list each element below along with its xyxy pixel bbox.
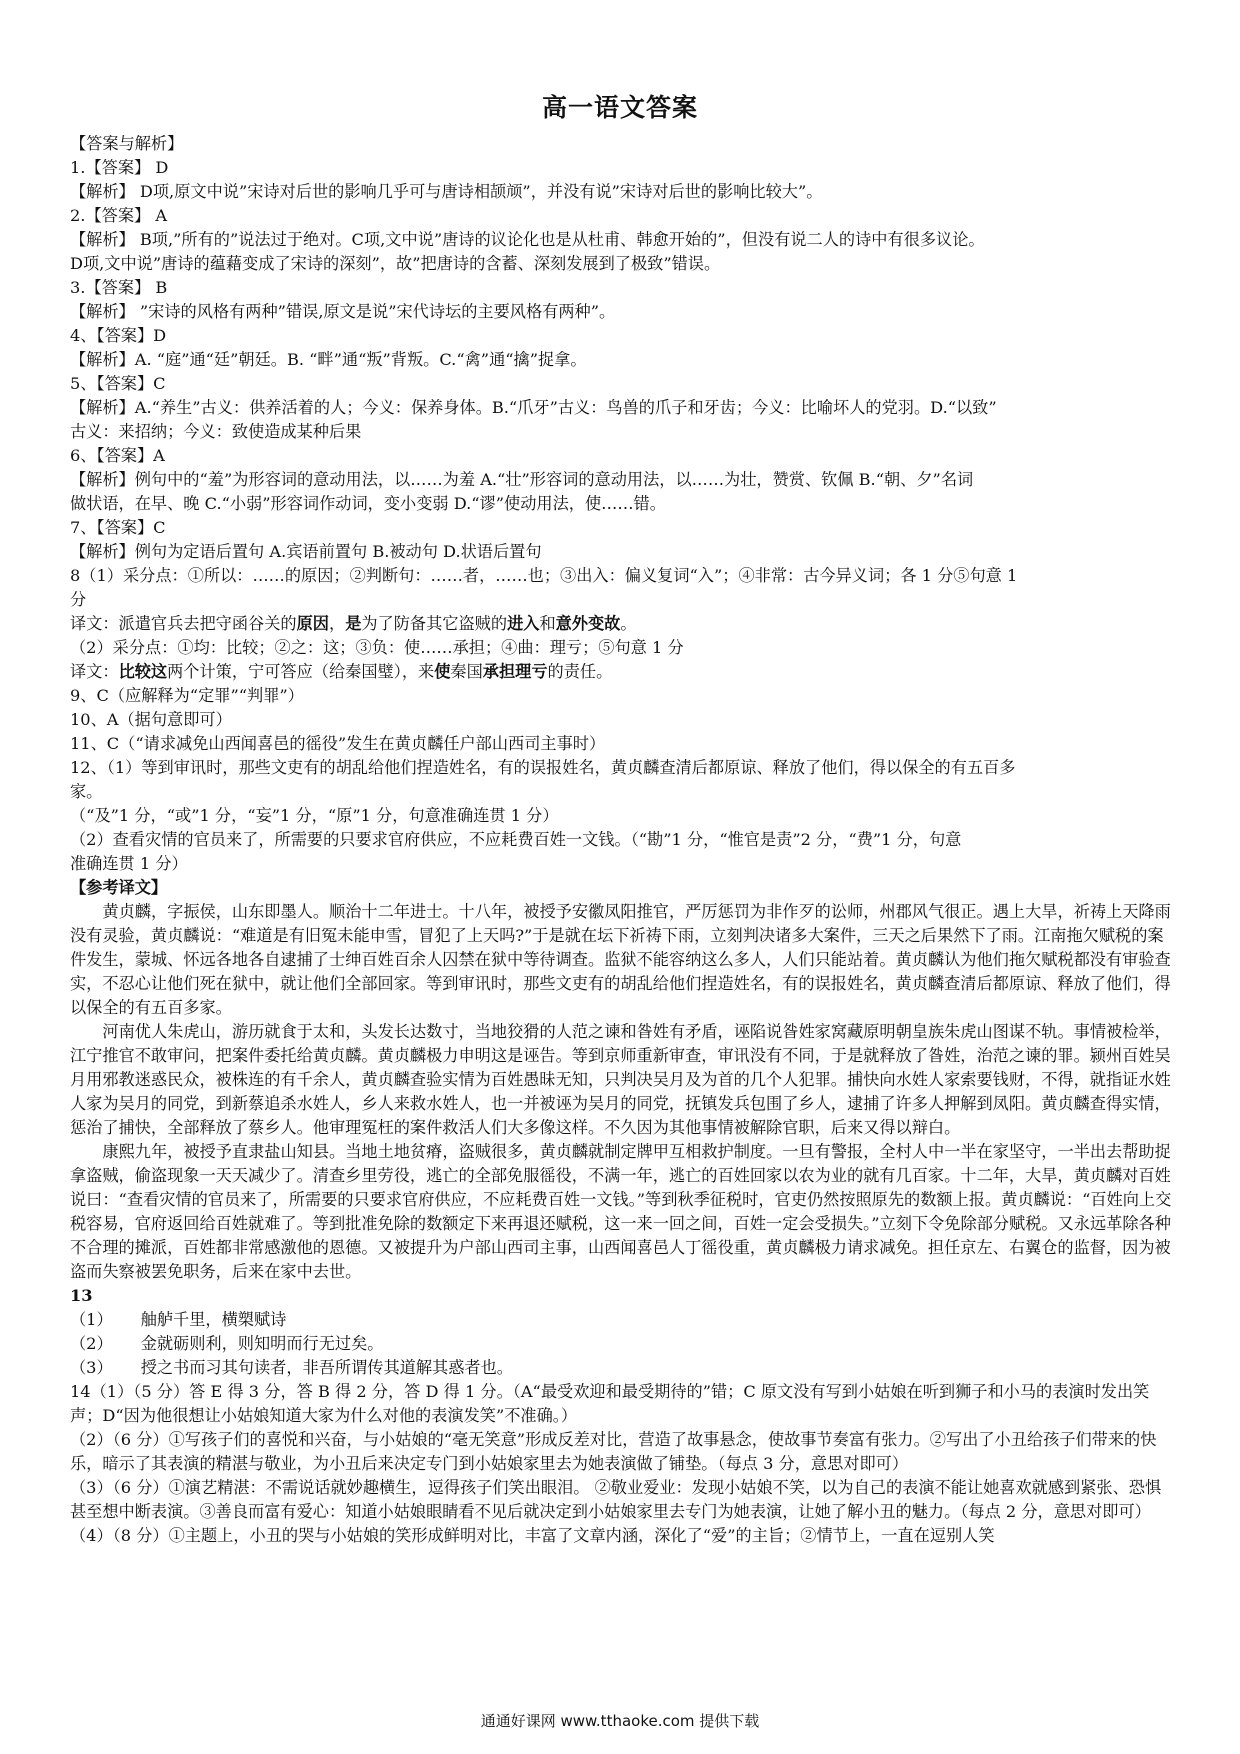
- text-line: 准确连贯 1 分）: [70, 854, 188, 873]
- section-header: 【答案与解析】: [70, 134, 184, 153]
- text-line: （“及”1 分，“或”1 分，“妄”1 分，“原”1 分，句意准确连贯 1 分）: [70, 806, 559, 825]
- translation-text: ，: [329, 614, 346, 633]
- translation-key-term: 比较这: [118, 662, 168, 681]
- question-13-item: （2） 金就砺则利，则知明而行无过矣。: [70, 1334, 384, 1353]
- translation-line-1: [70, 612, 1172, 636]
- translation-text: 译文：派遣官兵去把守函谷关的: [70, 614, 297, 633]
- reference-paragraph: 康熙九年，被授予直隶盐山知县。当地土地贫瘠，盗贼很多，黄贞麟就制定牌甲互相救护制度。一旦有警报，全村人中一半在家坚守，一半出去帮助捉拿盗贼，偷盗现象一天天减少了。清查乡里劳役，逃亡的全部免服徭役，不满一年，逃亡的百姓回家以农为业的就有几百家。十二年，大旱，黄贞麟对百姓说曰：“查看灾情的官员来了，所需要的只要求官府供应，不应耗费百姓一文钱。”等到秋季征税时，官吏仍然按照原先的数额上报。黄贞麟说：“百姓向上交税容易，官府返回给百姓就难了。等到批准免除的数额定下来再退还赋税，这一来一回之间，百姓一定会受损失。”立刻下令免除部分赋税。又永远革除各种不合理的摊派，百姓都非常感激他的恩德。又被提升为户部山西司主事，山西闻喜邑人丁徭役重，黄贞麟极力请求减免。担任京左、右翼仓的监督，因为被盗而失察被罢免职务，后来在家中去世。: [70, 1142, 1172, 1281]
- text-line: 【解析】例句中的“羞”为形容词的意动用法，以……为羞 A.“壮”形容词的意动用法，以……为壮，赞赏、钦佩 B.“朝、夕”名词: [70, 470, 974, 489]
- text-line: 9、C（应解释为“定罪”“判罪”）: [70, 686, 304, 705]
- question-14-paragraph: （3）（6 分）①演艺精湛：不需说话就妙趣横生，逗得孩子们笑出眼泪。 ②敬业爱业：发现小姑娘不笑，以为自己的表演不能让她喜欢就感到紧张、恐惧甚至想中断表演。③善良而富有爱心：知道小姑娘眼睛看不见后就决定到小姑娘家里去专门为她表演，让她了解小丑的魅力。（每点 2 分，意思对即可）: [70, 1478, 1162, 1521]
- question-13-item: （3） 授之书而习其句读者，非吾所谓传其道解其惑者也。: [70, 1358, 513, 1377]
- translation-key-term: 意外变故: [555, 614, 621, 633]
- page-footer: 通通好课网 www.tthaoke.com 提供下载: [480, 1712, 760, 1730]
- question-13-item: （1） 舳舻千里，横槊赋诗: [70, 1310, 287, 1329]
- translation-text: 。: [620, 614, 637, 633]
- text-line: 6、【答案】A: [70, 446, 165, 465]
- text-line: 2.【答案】 A: [70, 206, 168, 225]
- document-title: 高一语文答案: [541, 93, 698, 122]
- text-line: 5、【答案】C: [70, 374, 166, 393]
- text-line: D项,文中说”唐诗的蕴藉变成了宋诗的深刻”，故”把唐诗的含蓄、深刻发展到了极致”错误。: [70, 254, 721, 273]
- translation-text: 秦国: [450, 662, 483, 681]
- text-line: （2）查看灾情的官员来了，所需要的只要求官府供应，不应耗费百姓一文钱。（“勘”1 分，“惟官是责”2 分，“费”1 分，句意: [70, 830, 962, 849]
- text-line: 【解析】A.“养生”古义：供养活着的人；今义：保养身体。B.“爪牙”古义：鸟兽的爪子和牙齿；今义：比喻坏人的党羽。D.“以致”: [70, 398, 997, 417]
- answer-lines-part2: [70, 684, 1172, 876]
- reference-paragraph: 黄贞麟，字振侯，山东即墨人。顺治十二年进士。十八年，被授予安徽凤阳推官，严厉惩罚为非作歹的讼师，州郡风气很正。遇上大旱，祈祷上天降雨没有灵验，黄贞麟说：“难道是有旧冤未能申雪，冒犯了上天吗?”于是就在坛下祈祷下雨，立刻判决诸多大案件，三天之后果然下了雨。江南拖欠赋税的案件发生，蒙城、怀远各地各自逮捕了士绅百姓百余人囚禁在狱中等待调查。监狱不能容纳这么多人，人们只能站着。黄贞麟认为他们拖欠赋税都没有审验查实，不忍心让他们死在狱中，就让他们全部回家。等到审讯时，那些文吏有的胡乱给他们捏造姓名，有的误报姓名，黄贞麟查清后都原谅、释放了他们，得以保全的有五百多家。: [70, 902, 1171, 1017]
- question-13-label: 13: [70, 1286, 93, 1305]
- text-line: 【解析】A. “庭”通“廷”朝廷。B. “畔”通“叛”背叛。C.“禽”通“擒”捉拿。: [70, 350, 587, 369]
- text-line: 7、【答案】C: [70, 518, 166, 537]
- reference-translation-header: 【参考译文】: [70, 878, 168, 897]
- translation-text: 两个计策，宁可答应（给秦国璧），来: [167, 662, 435, 681]
- reference-paragraph: 河南优人朱虎山，游历就食于太和，头发长达数寸，当地狡猾的人范之谏和昝姓有矛盾，诬陷说昝姓家窝藏原明朝皇族朱虎山图谋不轨。事情被检举，江宁推官不敢审问，把案件委托给黄贞麟。黄贞麟极力申明这是诬告。等到京师重新审查，审讯没有不同，于是就释放了昝姓，治范之谏的罪。颍州百姓吴月用邪教迷惑民众，被株连的有千余人，黄贞麟查验实情为百姓愚昧无知，只判决吴月及为首的几个人犯罪。捕快向水姓人家索要钱财，不得，就指证水姓人家为吴月的同党，到新蔡追杀水姓人，乡人来救水姓人，也一并被诬为吴月的同党，抚镇发兵包围了乡人，逮捕了许多人押解到凤阳。黄贞麟查得实情，惩治了捕快，全部释放了蔡乡人。他审理冤枉的案件救活人们大多像这样。不久因为其他事情被解除官职，后来又得以辩白。: [70, 1022, 1171, 1137]
- translation-text: 译文：: [70, 662, 119, 681]
- translation-text: 的责任。: [547, 662, 613, 681]
- text-line: 【解析】 D项,原文中说”宋诗对后世的影响几乎可与唐诗相颉颃”，并没有说”宋诗对后世的影响比较大”。: [70, 182, 823, 201]
- text-line: 12、（1）等到审讯时，那些文吏有的胡乱给他们捏造姓名，有的误报姓名，黄贞麟查清后都原谅、释放了他们，得以保全的有五百多: [70, 758, 1016, 777]
- translation-key-term: 是: [345, 614, 362, 633]
- text-line: 4、【答案】D: [70, 326, 167, 345]
- text-line: 【解析】 B项,”所有的”说法过于绝对。C项,文中说”唐诗的议论化也是从杜甫、韩愈开始的”，但没有说二人的诗中有很多议论。: [70, 230, 985, 249]
- text-line: 1.【答案】 D: [70, 158, 169, 177]
- translation-key-term: 原因: [296, 614, 329, 633]
- text-line: 分: [70, 590, 87, 609]
- document-body: [70, 132, 1172, 1548]
- question-14-paragraph: （2）（6 分）①写孩子们的喜悦和兴奋，与小姑娘的“毫无笑意”形成反差对比，营造了故事悬念，使故事节奏富有张力。②写出了小丑给孩子们带来的快乐，暗示了其表演的精湛与敬业，为小丑后来决定专门到小姑娘家里去为她表演做了铺垫。（每点 3 分，意思对即可）: [70, 1430, 1157, 1473]
- translation-line-2: [70, 660, 1172, 684]
- translation-key-term: 承担理亏: [482, 662, 548, 681]
- translation-key-term: 使: [434, 662, 451, 681]
- text-line: 做状语，在早、晚 C.“小弱”形容词作动词，变小变弱 D.“谬”使动用法，使……错。: [70, 494, 666, 513]
- text-line: 11、C（“请求减免山西闻喜邑的徭役”发生在黄贞麟任户部山西司主事时）: [70, 734, 606, 753]
- text-line: 8（1）采分点：①所以：……的原因；②判断句：……者，……也；③出入：偏义复词“入”；④非常：古今异义词；各 1 分⑤句意 1: [70, 566, 1018, 585]
- translation-key-term: 进入: [507, 614, 540, 633]
- question-14-paragraph: （4）（8 分）①主题上，小丑的哭与小姑娘的笑形成鲜明对比，丰富了文章内涵，深化了“爱”的主旨；②情节上，一直在逗别人笑: [70, 1526, 995, 1545]
- text-line: 古义：来招纳；今义：致使造成某种后果: [70, 422, 362, 441]
- answer-lines-part1: [70, 156, 1172, 612]
- translation-text: 和: [539, 614, 556, 633]
- text-line: 【解析】 ”宋诗的风格有两种”错误,原文是说”宋代诗坛的主要风格有两种”。: [70, 302, 616, 321]
- text-line: 【解析】例句为定语后置句 A.宾语前置句 B.被动句 D.状语后置句: [70, 542, 542, 561]
- text-line: 家。: [70, 782, 103, 801]
- question-14-paragraph: 14（1）（5 分）答 E 得 3 分，答 B 得 2 分，答 D 得 1 分。（A“最受欢迎和最受期待的”错；C 原文没有写到小姑娘在听到狮子和小马的表演时发出笑声；D“因为他很想让小姑娘知道大家为什么对他的表演发笑”不准确。）: [70, 1382, 1150, 1425]
- text-line: 10、A（据句意即可）: [70, 710, 232, 729]
- translation-text: 为了防备其它盗贼的: [361, 614, 508, 633]
- text-line: （2）采分点：①均：比较；②之：这；③负：使……承担；④曲：理亏；⑤句意 1 分: [70, 638, 684, 657]
- text-line: 3.【答案】 B: [70, 278, 168, 297]
